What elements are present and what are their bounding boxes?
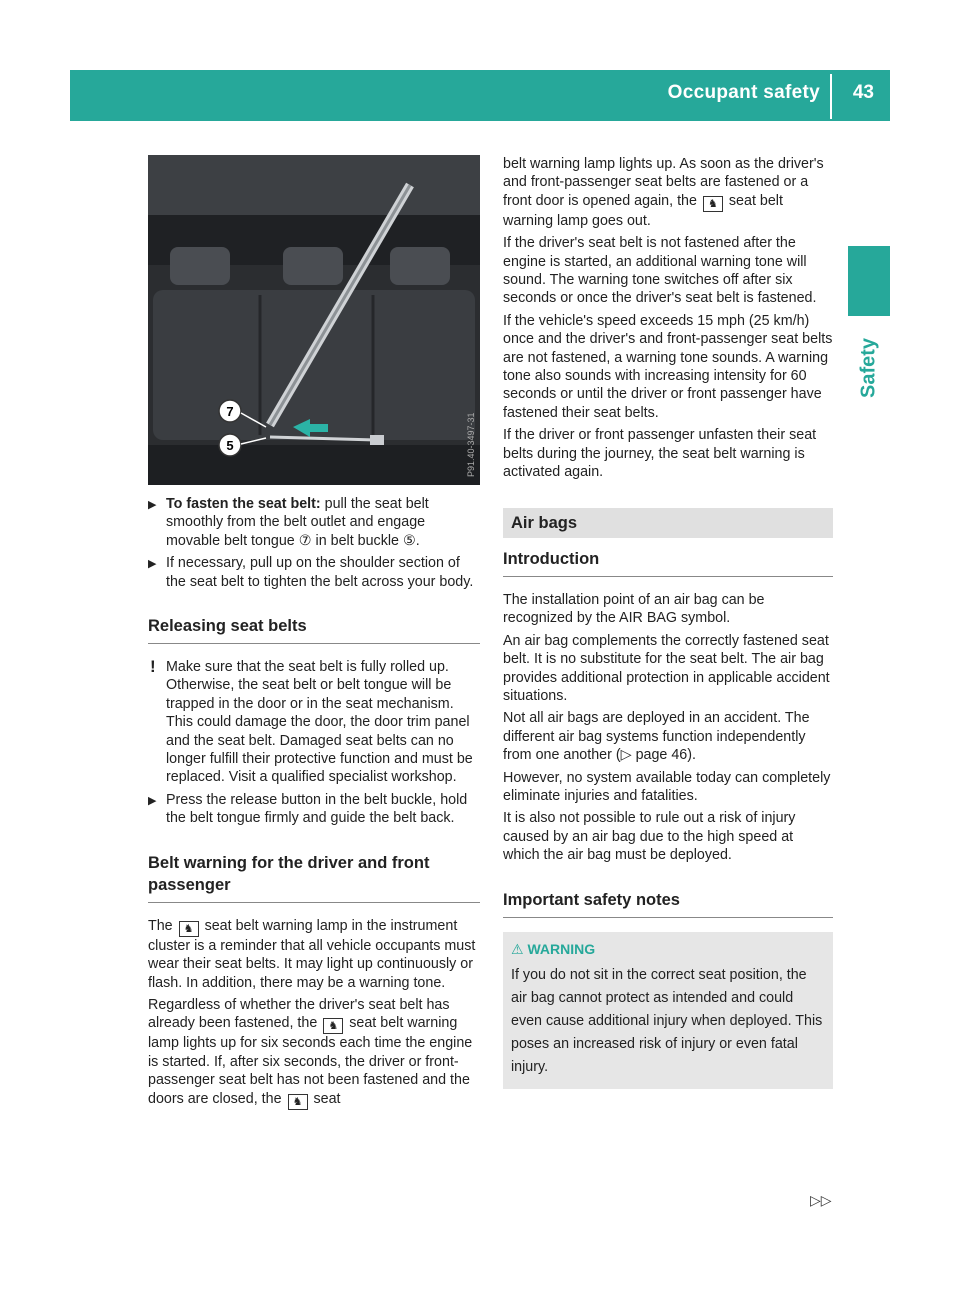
header-section-title: Occupant safety — [667, 82, 820, 103]
para-regardless: Regardless of whether the driver's seat belt has already been fastened, the ♞ seat belt warning lamp lights up for six seconds each time the engine is started. If, after six seconds, the driver or front-passenger seat belt has not been fastened and the doors are closed, the ♞ seat — [148, 996, 473, 1108]
step-arrow-icon: ▶ — [148, 499, 157, 511]
para-not-all: Not all air bags are deployed in an accident. The different air bag systems function independently from one another (▷ page 46). — [503, 710, 810, 764]
warning-box — [503, 932, 833, 1089]
heading-introduction: Introduction — [503, 548, 833, 577]
page-header — [70, 70, 890, 121]
para-install-point: The installation point of an air bag can be recognized by the AIR BAG symbol. — [503, 591, 765, 627]
heading-safety-notes: Important safety notes — [503, 889, 833, 918]
para-complements: An air bag complements the correctly fastened seat belt. It is no substitute for the seat belt. The air bag provides additional protection in applicable accident situations. — [503, 632, 830, 704]
callout-5: 5 — [226, 438, 234, 453]
seatbelt-icon: ♞ — [323, 1018, 343, 1034]
heading-releasing: Releasing seat belts — [148, 615, 480, 644]
seat-belt-photo — [148, 155, 480, 485]
continue-arrows-icon: ▷▷ — [810, 1192, 832, 1208]
seatbelt-icon: ♞ — [179, 921, 199, 937]
note-release: ! Make sure that the seat belt is fully rolled up. Otherwise, the seat belt or belt tongue will be trapped in the door or in the seat mechanism. This could damage the door, the door trim panel and the seat belt. Damaged seat belts can no longer fulfill their protective function and must be replaced. Visit a qualified specialist workshop. — [150, 657, 473, 786]
warning-text: If you do not sit in the correct seat position, the air bag cannot protect as intended and could even cause additional injury when deployed. This poses an increased risk of injury or even fatal injury. — [511, 967, 823, 1075]
step-tighten: ▶ If necessary, pull up on the shoulder section of the seat belt to tighten the belt across your body. — [148, 555, 474, 590]
photo-code: P91.40-3497-31 — [466, 412, 476, 477]
left-column — [148, 155, 480, 1114]
seatbelt-icon: ♞ — [288, 1094, 308, 1110]
callout-7: 7 — [226, 404, 234, 419]
seatbelt-icon: ♞ — [703, 196, 723, 212]
para-no-system: However, no system available today can completely eliminate injuries and fatalities. — [503, 769, 831, 804]
para-speed: If the vehicle's speed exceeds 15 mph (25 km/h) once and the driver's and front-passenger seat belts are not fastened, a warning tone sounds. A warning tone also sounds with increasing intensity for 60 seconds or until the driver or front passenger have fastened their seat belts. — [503, 312, 833, 421]
para-lamp: The ♞ seat belt warning lamp in the instrument cluster is a reminder that all vehicle occupants must wear their seat belts. It may light up continuously or flash. In addition, there may be a warning tone. — [148, 917, 476, 991]
step-arrow-icon: ▶ — [148, 558, 157, 571]
header-divider — [830, 74, 832, 119]
heading-air-bags: Air bags — [503, 508, 833, 538]
para-journey: If the driver or front passenger unfasten their seat belts during the journey, the seat belt warning is activated again. — [503, 427, 817, 481]
page-number: 43 — [852, 82, 874, 103]
step-release: ▶ Press the release button in the belt buckle, hold the belt tongue firmly and guide the belt back. — [148, 791, 468, 827]
right-column — [503, 155, 833, 1089]
step-arrow-icon: ▶ — [148, 794, 157, 807]
para-lamp-continued: belt warning lamp lights up. As soon as the driver's and front-passenger seat belts are fastened or a front door is opened again, the ♞ seat belt warning lamp goes out. — [503, 156, 824, 229]
step-fasten: ▶ To fasten the seat belt: pull the seat belt smoothly from the belt outlet and engage movable belt tongue ⑦ in belt buckle ⑤. — [148, 496, 429, 549]
side-tab-marker — [848, 246, 890, 316]
para-risk: It is also not possible to rule out a risk of injury caused by an air bag due to the high speed at which the air bag must be deployed. — [503, 810, 796, 864]
heading-belt-warning: Belt warning for the driver and front passenger — [148, 852, 480, 903]
exclamation-icon: ! — [150, 657, 156, 677]
warning-title: ⚠ WARNING — [511, 940, 596, 957]
warning-triangle-icon: ⚠ — [511, 940, 524, 957]
side-tab-label: Safety — [857, 337, 880, 399]
para-warning-tone: If the driver's seat belt is not fastened after the engine is started, an additional warning tone will sound. The warning tone switches off after six seconds or once the driver's seat belt is fastened. — [503, 235, 817, 307]
